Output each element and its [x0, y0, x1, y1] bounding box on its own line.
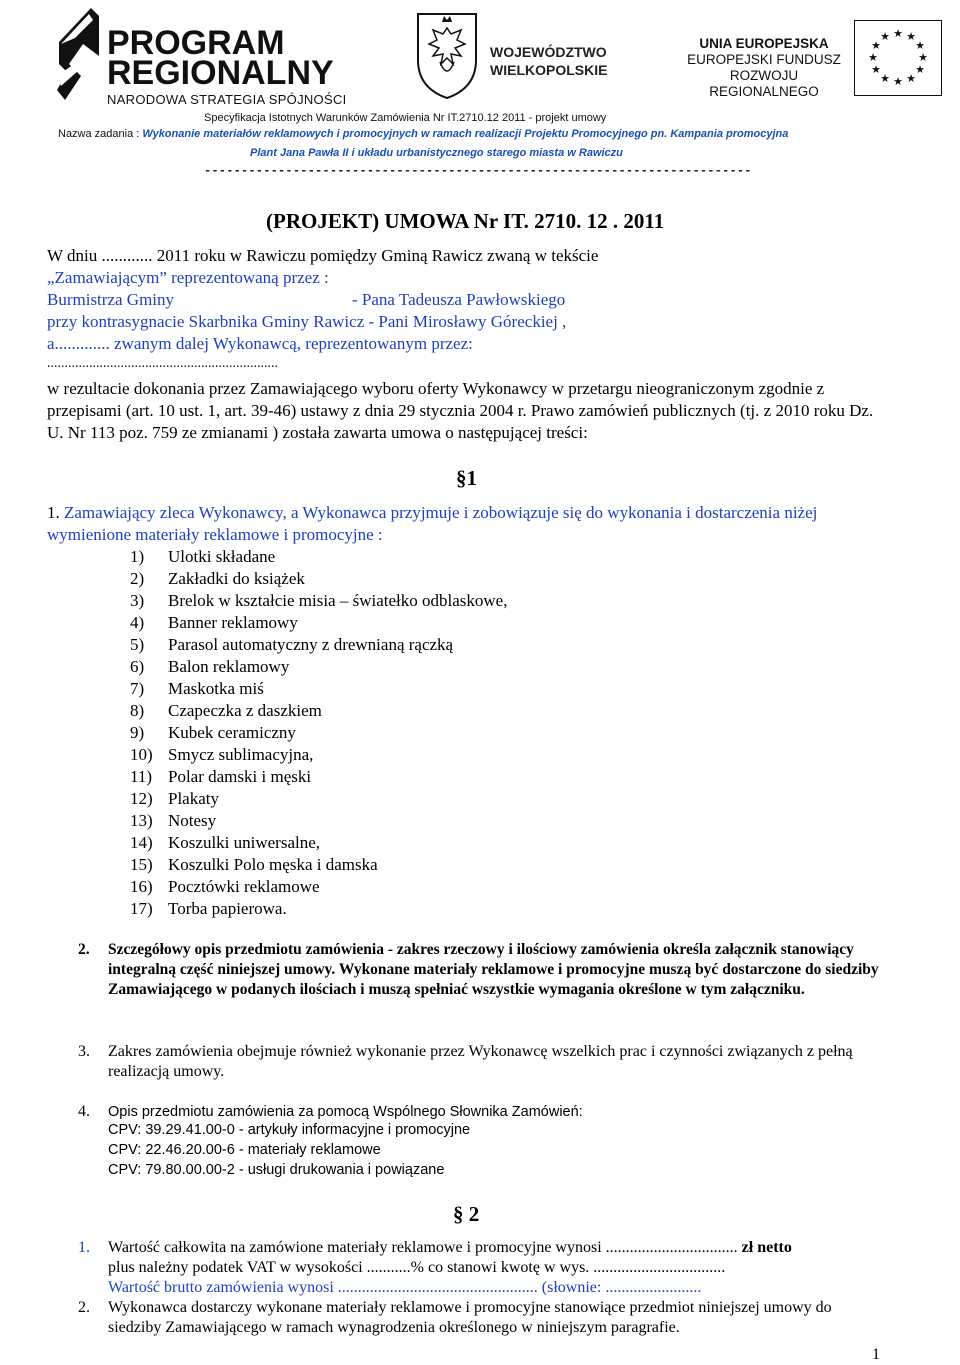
list-item-number: 9)	[130, 723, 145, 742]
svg-text:★: ★	[893, 75, 903, 88]
list-item-text: Koszulki uniwersalne,	[168, 833, 321, 852]
clause-2-2: 2. Wykonawca dostarczy wykonane materiały reklamowe i promocyjne stanowiące przedmiot niniejszej umowy do siedziby Zamawiającego w ramach wynagrodzenia określonego w niniejszym paragrafie.	[78, 1299, 832, 1336]
task-name-line	[58, 128, 788, 140]
list-item-number: 8)	[130, 701, 145, 720]
list-item-text: Czapeczka z daszkiem	[168, 701, 322, 720]
svg-text:★: ★	[871, 39, 881, 52]
clause-1-4: 4. Opis przedmiotu zamówienia za pomocą Wspólnego Słownika Zamówień:	[78, 1103, 583, 1120]
list-item-number: 13)	[130, 811, 153, 830]
program-regionalny-wordmark: PROGRAM REGIONALNY	[107, 24, 334, 92]
document-title: (PROJEKT) UMOWA Nr IT. 2710. 12 . 2011	[266, 209, 665, 233]
eagle-coat-of-arms-icon	[412, 10, 482, 100]
svg-text:★: ★	[906, 30, 916, 43]
cpv-code-1: CPV: 39.29.41.00-0 - artykuły informacyjne i promocyjne	[108, 1122, 471, 1138]
list-item-text: Smycz sublimacyjna,	[168, 745, 314, 764]
cpv-code-3: CPV: 79.80.00.00-2 - usługi drukowania i powiązane	[108, 1162, 445, 1178]
list-item-text: Torba papierowa.	[168, 899, 287, 918]
clause-2-1: 1. Wartość całkowita na zamówione materiały reklamowe i promocyjne wynosi ................................. zł netto plus należny podatek VAT w wysokości ...........% co stanowi kwotę w wys. ................................. Wartość brutto zamówienia wynosi .................................................. (słownie: ........................	[78, 1239, 792, 1296]
list-item-number: 5)	[130, 635, 145, 654]
header-separator: --------------------------------------------------------------------------	[204, 164, 752, 178]
list-item-number: 17)	[130, 899, 153, 918]
list-item-text: Balon reklamowy	[168, 657, 290, 676]
list-item-number: 11)	[130, 767, 153, 786]
program-regionalny-logo	[55, 2, 355, 110]
preamble-paragraph: w rezultacie dokonania przez Zamawiającego wyboru oferty Wykonawcy w przetargu nieograniczonym zgodnie z przepisami (art. 10 ust. 1, art. 39-46) ustawy z dnia 29 stycznia 2004 r. Prawo zamówień publicznych (tj. z 2010 roku Dz. U. Nr 113 poz. 759 ze zmianami ) została zawarta umowa o następującej treści:	[47, 379, 874, 442]
svg-text:★: ★	[915, 63, 925, 76]
task-title-part1: Wykonanie materiałów reklamowych i promocyjnych w ramach realizacji Projektu Promocyjnego pn. Kampania promocyjna	[142, 128, 789, 140]
list-item-text: Brelok w kształcie misia – światełko odblaskowe,	[168, 591, 508, 610]
svg-text:★: ★	[915, 39, 925, 52]
task-label: Nazwa zadania :	[58, 128, 143, 140]
list-item-number: 7)	[130, 679, 145, 698]
list-item-text: Koszulki Polo męska i damska	[168, 855, 378, 874]
program-regionalny-subtitle: NARODOWA STRATEGIA SPÓJNOŚCI	[107, 92, 347, 107]
svg-text:★: ★	[880, 72, 890, 85]
kontrasygnata-line: przy kontrasygnacie Skarbnika Gminy Rawicz - Pani Mirosławy Góreckiej ,	[47, 312, 567, 331]
task-title-part2: Plant Jana Pawła II i układu urbanistycznego starego miasta w Rawiczu	[250, 147, 623, 159]
burmistrz-label: Burmistrza Gminy	[47, 290, 175, 309]
list-item-text: Polar damski i męski	[168, 767, 312, 786]
list-item-text: Parasol automatyczny z drewnianą rączką	[168, 635, 454, 654]
list-item-number: 16)	[130, 877, 153, 896]
intro-line-2: „Zamawiającym” reprezentowaną przez :	[47, 268, 329, 287]
list-item-text: Maskotka miś	[168, 679, 264, 698]
list-item-text: Plakaty	[168, 789, 219, 808]
svg-text:★: ★	[918, 51, 928, 64]
svg-text:★: ★	[893, 27, 903, 40]
page-number: 1	[872, 1346, 880, 1363]
svg-text:★: ★	[868, 51, 878, 64]
list-item-text: Banner reklamowy	[168, 613, 298, 632]
list-item-number: 10)	[130, 745, 153, 764]
spec-line: Specyfikacja Istotnych Warunków Zamówienia Nr IT.2710.12 2011 - projekt umowy	[204, 112, 607, 124]
list-item-number: 2)	[130, 569, 145, 588]
list-item-number: 12)	[130, 789, 153, 808]
svg-text:★: ★	[871, 63, 881, 76]
list-item-text: Zakładki do książek	[168, 569, 305, 588]
eu-logo	[676, 20, 956, 100]
clause-1-1: 1. Zamawiający zleca Wykonawcy, a Wykonawca przyjmuje i zobowiązuje się do wykonania i dostarczenia niżej wymienione materiały reklamowe i promocyjne :	[47, 503, 818, 544]
clause-1-3: 3. Zakres zamówienia obejmuje również wykonanie przez Wykonawcę wszelkich prac i czynności związanych z pełną realizacją umowy.	[78, 1043, 853, 1080]
list-item-text: Kubek ceramiczny	[168, 723, 296, 742]
dotted-line: ..................................................................	[47, 356, 278, 371]
list-item-number: 4)	[130, 613, 145, 632]
list-item-number: 14)	[130, 833, 153, 852]
list-item-text: Notesy	[168, 811, 217, 830]
wojewodztwo-text: WOJEWÓDZTWO WIELKOPOLSKIE	[490, 44, 608, 78]
eu-text: UNIA EUROPEJSKA EUROPEJSKI FUNDUSZ ROZWOJU REGIONALNEGO	[687, 36, 841, 99]
section-1-heading: §1	[456, 466, 477, 490]
list-item-number: 3)	[130, 591, 145, 610]
list-item-text: Ulotki składane	[168, 547, 276, 566]
eu-flag-icon	[854, 20, 942, 96]
cpv-code-2: CPV: 22.46.20.00-6 - materiały reklamowe	[108, 1142, 381, 1158]
section-2-heading: § 2	[453, 1202, 480, 1226]
clause-1-2: 2. Szczegółowy opis przedmiotu zamówienia - zakres rzeczowy i ilościowy zamówienia określa załącznik stanowiący integralną część niniejszej umowy. Wykonane materiały reklamowe i promocyjne muszą być dostarczone do siedziby Zamawiającego w podanych ilościach i muszą spełniać wszystkie wymagania określone w tym załączniku.	[78, 941, 879, 998]
burmistrz-name: - Pana Tadeusza Pawłowskiego	[352, 290, 566, 309]
list-item-text: Pocztówki reklamowe	[168, 877, 320, 896]
wojewodztwo-logo	[412, 10, 612, 105]
list-item-number: 15)	[130, 855, 153, 874]
wykonawca-line: a............. zwanym dalej Wykonawcą, reprezentowanym przez:	[47, 334, 473, 353]
document-header	[0, 0, 960, 124]
list-item-number: 6)	[130, 657, 145, 676]
list-item-number: 1)	[130, 547, 145, 566]
program-regionalny-mark-icon	[55, 4, 103, 104]
intro-line-1: W dniu ............ 2011 roku w Rawiczu pomiędzy Gminą Rawicz zwaną w tekście	[47, 246, 599, 265]
svg-text:★: ★	[906, 72, 916, 85]
svg-text:★: ★	[880, 30, 890, 43]
